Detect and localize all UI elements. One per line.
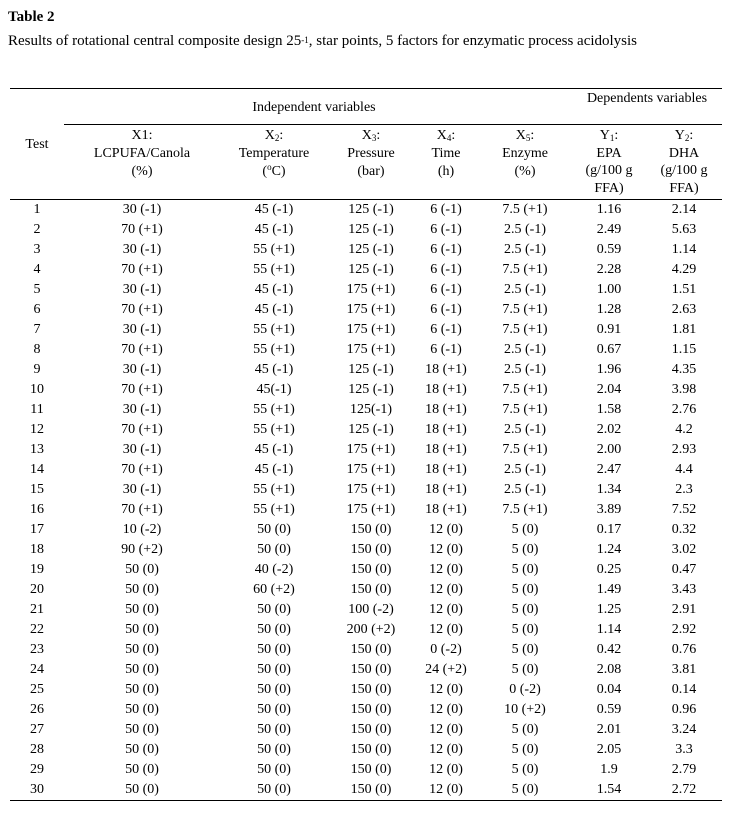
cell-x5-enzyme: 5 (0) — [511, 522, 539, 537]
cell-test: 24 — [30, 662, 44, 677]
cell-x2-temperature: 45 (-1) — [254, 302, 294, 317]
cell-test: 4 — [33, 262, 41, 277]
header-x4-unit: (h) — [437, 164, 455, 179]
cell-x2-temperature: 50 (0) — [257, 682, 291, 697]
header-y2-unit-line2: FFA) — [669, 180, 699, 196]
cell-test: 3 — [33, 242, 41, 257]
cell-x4-time: 18 (+1) — [425, 402, 467, 417]
cell-x1-lcpufa-canola: 50 (0) — [125, 562, 159, 577]
header-x1-symbol: X1: — [131, 128, 153, 143]
cell-y1-epa: 2.47 — [596, 462, 622, 477]
cell-y1-epa: 2.00 — [596, 442, 622, 457]
cell-x4-time: 18 (+1) — [425, 422, 467, 437]
cell-x5-enzyme: 5 (0) — [511, 722, 539, 737]
header-y2-colon: : — [689, 128, 694, 143]
header-y1-letter: Y — [599, 128, 610, 143]
cell-y1-epa: 1.49 — [596, 582, 622, 597]
cell-y1-epa: 1.16 — [596, 202, 622, 217]
cell-x2-temperature: 55 (+1) — [253, 402, 295, 417]
header-y2-letter: Y — [674, 128, 685, 143]
cell-x2-temperature: 50 (0) — [257, 722, 291, 737]
cell-x2-temperature: 55 (+1) — [253, 322, 295, 337]
cell-y2-dha: 0.14 — [671, 682, 697, 697]
caption-superscript: -1 — [301, 35, 309, 45]
cell-test: 2 — [33, 222, 41, 237]
cell-test: 28 — [30, 742, 44, 757]
cell-x1-lcpufa-canola: 70 (+1) — [121, 342, 163, 357]
cell-y2-dha: 3.3 — [675, 742, 693, 757]
cell-x5-enzyme: 7.5 (+1) — [502, 442, 548, 457]
cell-x2-temperature: 50 (0) — [257, 602, 291, 617]
cell-x5-enzyme: 7.5 (+1) — [502, 302, 548, 317]
cell-x4-time: 18 (+1) — [425, 362, 467, 377]
header-x5-letter: X — [515, 128, 526, 143]
cell-x2-temperature: 45 (-1) — [254, 462, 294, 477]
cell-y2-dha: 2.93 — [671, 442, 697, 457]
header-x2-unit-open: ( — [262, 164, 268, 179]
cell-x1-lcpufa-canola: 50 (0) — [125, 582, 159, 597]
cell-x1-lcpufa-canola: 50 (0) — [125, 722, 159, 737]
cell-x1-lcpufa-canola: 50 (0) — [125, 742, 159, 757]
cell-x1-lcpufa-canola: 50 (0) — [125, 602, 159, 617]
cell-x5-enzyme: 7.5 (+1) — [502, 262, 548, 277]
cell-x4-time: 12 (0) — [429, 682, 463, 697]
cell-x5-enzyme: 7.5 (+1) — [502, 502, 548, 517]
header-x4-colon: : — [451, 128, 456, 143]
cell-y2-dha: 2.91 — [671, 602, 697, 617]
cell-x5-enzyme: 2.5 (-1) — [504, 282, 546, 297]
cell-y1-epa: 0.59 — [596, 242, 622, 257]
cell-test: 6 — [33, 302, 41, 317]
cell-x2-temperature: 50 (0) — [257, 642, 291, 657]
cell-x2-temperature: 50 (0) — [257, 702, 291, 717]
cell-x1-lcpufa-canola: 50 (0) — [125, 622, 159, 637]
header-x3-subscript: 3 — [371, 133, 377, 143]
cell-y1-epa: 0.91 — [596, 322, 622, 337]
cell-x2-temperature: 45 (-1) — [254, 202, 294, 217]
cell-x4-time: 6 (-1) — [430, 302, 462, 317]
header-test: Test — [25, 137, 49, 152]
cell-x4-time: 12 (0) — [429, 542, 463, 557]
cell-x2-temperature: 50 (0) — [257, 662, 291, 677]
cell-x5-enzyme: 5 (0) — [511, 542, 539, 557]
cell-test: 29 — [30, 762, 44, 777]
cell-x4-time: 6 (-1) — [430, 342, 462, 357]
cell-x3-pressure: 150 (0) — [350, 662, 392, 677]
header-y1-unit-line1: (g/100 g — [585, 163, 633, 178]
cell-x1-lcpufa-canola: 50 (0) — [125, 682, 159, 697]
cell-x1-lcpufa-canola: 30 (-1) — [122, 202, 162, 217]
caption-text-end: , star points, 5 factors for enzymatic process acidolysis — [308, 33, 638, 49]
cell-x4-time: 12 (0) — [429, 562, 463, 577]
cell-x5-enzyme: 5 (0) — [511, 622, 539, 637]
cell-y1-epa: 1.25 — [596, 602, 622, 617]
cell-x1-lcpufa-canola: 70 (+1) — [121, 222, 163, 237]
cell-x3-pressure: 150 (0) — [350, 702, 392, 717]
cell-x3-pressure: 125 (-1) — [348, 382, 394, 397]
cell-x3-pressure: 175 (+1) — [346, 342, 396, 357]
cell-x1-lcpufa-canola: 50 (0) — [125, 702, 159, 717]
cell-x2-temperature: 50 (0) — [257, 782, 291, 797]
cell-y2-dha: 7.52 — [671, 502, 697, 517]
cell-x1-lcpufa-canola: 50 (0) — [125, 762, 159, 777]
cell-y2-dha: 0.96 — [671, 702, 697, 717]
cell-x3-pressure: 125 (-1) — [348, 222, 394, 237]
cell-x5-enzyme: 7.5 (+1) — [502, 402, 548, 417]
cell-x3-pressure: 100 (-2) — [348, 602, 394, 617]
cell-x3-pressure: 175 (+1) — [346, 282, 396, 297]
cell-y2-dha: 2.76 — [671, 402, 697, 417]
cell-x1-lcpufa-canola: 70 (+1) — [121, 382, 163, 397]
cell-x5-enzyme: 2.5 (-1) — [504, 422, 546, 437]
cell-x1-lcpufa-canola: 30 (-1) — [122, 362, 162, 377]
cell-test: 18 — [30, 542, 44, 557]
cell-test: 1 — [33, 202, 41, 217]
cell-x4-time: 6 (-1) — [430, 322, 462, 337]
cell-x5-enzyme: 10 (+2) — [504, 702, 546, 717]
cell-x2-temperature: 55 (+1) — [253, 482, 295, 497]
cell-y2-dha: 1.15 — [671, 342, 697, 357]
cell-y1-epa: 0.04 — [596, 682, 622, 697]
cell-x4-time: 18 (+1) — [425, 442, 467, 457]
cell-y2-dha: 5.63 — [671, 222, 697, 237]
cell-x5-enzyme: 2.5 (-1) — [504, 482, 546, 497]
cell-y2-dha: 0.32 — [671, 522, 697, 537]
cell-y2-dha: 3.24 — [671, 722, 697, 737]
cell-y1-epa: 0.25 — [596, 562, 622, 577]
cell-y2-dha: 2.63 — [671, 302, 697, 317]
header-x3-unit: (bar) — [357, 164, 385, 179]
cell-x2-temperature: 55 (+1) — [253, 242, 295, 257]
cell-test: 12 — [30, 422, 44, 437]
header-y2-name: DHA — [668, 145, 700, 161]
cell-x2-temperature: 55 (+1) — [253, 422, 295, 437]
cell-y1-epa: 2.08 — [596, 662, 622, 677]
cell-x3-pressure: 150 (0) — [350, 542, 392, 557]
cell-x3-pressure: 175 (+1) — [346, 322, 396, 337]
cell-y1-epa: 1.24 — [596, 542, 622, 557]
cell-y2-dha: 1.81 — [671, 322, 697, 337]
cell-x4-time: 6 (-1) — [430, 282, 462, 297]
cell-x2-temperature: 45(-1) — [256, 382, 292, 397]
header-x4-subscript: 4 — [446, 133, 452, 143]
cell-x5-enzyme: 5 (0) — [511, 602, 539, 617]
cell-x4-time: 12 (0) — [429, 702, 463, 717]
cell-test: 25 — [30, 682, 44, 697]
cell-x1-lcpufa-canola: 50 (0) — [125, 642, 159, 657]
cell-test: 5 — [33, 282, 41, 297]
cell-x5-enzyme: 5 (0) — [511, 762, 539, 777]
cell-test: 27 — [30, 722, 44, 737]
cell-y2-dha: 0.76 — [671, 642, 697, 657]
cell-x1-lcpufa-canola: 50 (0) — [125, 782, 159, 797]
cell-x4-time: 6 (-1) — [430, 222, 462, 237]
cell-test: 11 — [30, 402, 44, 417]
cell-x5-enzyme: 7.5 (+1) — [502, 382, 548, 397]
table-label: Table 2 — [8, 9, 55, 25]
cell-x5-enzyme: 2.5 (-1) — [504, 362, 546, 377]
cell-test: 22 — [30, 622, 44, 637]
cell-x5-enzyme: 7.5 (+1) — [502, 322, 548, 337]
cell-x2-temperature: 40 (-2) — [254, 562, 294, 577]
cell-x3-pressure: 150 (0) — [350, 682, 392, 697]
cell-x3-pressure: 125 (-1) — [348, 262, 394, 277]
cell-x4-time: 0 (-2) — [430, 642, 462, 657]
cell-x4-time: 12 (0) — [429, 782, 463, 797]
cell-x2-temperature: 50 (0) — [257, 762, 291, 777]
cell-x5-enzyme: 0 (-2) — [509, 682, 541, 697]
cell-x3-pressure: 175 (+1) — [346, 442, 396, 457]
header-y2-unit-line1: (g/100 g — [660, 163, 708, 178]
cell-x3-pressure: 175 (+1) — [346, 462, 396, 477]
header-x5-colon: : — [530, 128, 535, 143]
cell-y1-epa: 2.01 — [596, 722, 622, 737]
cell-y2-dha: 2.14 — [671, 202, 697, 217]
cell-test: 21 — [30, 602, 44, 617]
cell-x4-time: 12 (0) — [429, 582, 463, 597]
header-x2-letter: X — [264, 128, 275, 143]
cell-x3-pressure: 150 (0) — [350, 562, 392, 577]
cell-y2-dha: 4.29 — [671, 262, 697, 277]
cell-x1-lcpufa-canola: 30 (-1) — [122, 282, 162, 297]
cell-x1-lcpufa-canola: 30 (-1) — [122, 322, 162, 337]
header-x2-degree: o — [267, 162, 272, 172]
header-x2-subscript: 2 — [274, 133, 280, 143]
cell-x3-pressure: 150 (0) — [350, 742, 392, 757]
cell-x3-pressure: 150 (0) — [350, 782, 392, 797]
header-x4-name: Time — [431, 146, 461, 161]
cell-x3-pressure: 150 (0) — [350, 582, 392, 597]
cell-x4-time: 12 (0) — [429, 522, 463, 537]
cell-x2-temperature: 55 (+1) — [253, 502, 295, 517]
header-x5-subscript: 5 — [525, 133, 531, 143]
cell-y2-dha: 3.43 — [671, 582, 697, 597]
cell-x5-enzyme: 2.5 (-1) — [504, 222, 546, 237]
cell-y1-epa: 1.00 — [596, 282, 622, 297]
cell-x2-temperature: 55 (+1) — [253, 262, 295, 277]
cell-y2-dha: 0.47 — [671, 562, 697, 577]
cell-x1-lcpufa-canola: 90 (+2) — [121, 542, 163, 557]
cell-x1-lcpufa-canola: 70 (+1) — [121, 462, 163, 477]
header-y2-subscript: 2 — [684, 133, 690, 143]
header-x2-name: Temperature — [238, 146, 310, 161]
cell-x4-time: 24 (+2) — [425, 662, 467, 677]
header-x2-colon: : — [279, 128, 284, 143]
cell-x3-pressure: 175 (+1) — [346, 302, 396, 317]
cell-y1-epa: 0.67 — [596, 342, 622, 357]
header-y1-subscript: 1 — [609, 133, 615, 143]
cell-x3-pressure: 150 (0) — [350, 642, 392, 657]
cell-x2-temperature: 45 (-1) — [254, 362, 294, 377]
cell-x2-temperature: 45 (-1) — [254, 282, 294, 297]
cell-test: 19 — [30, 562, 44, 577]
cell-x3-pressure: 150 (0) — [350, 522, 392, 537]
header-x2-unit-close: C) — [271, 164, 286, 179]
cell-test: 7 — [33, 322, 41, 337]
header-x1-unit: (%) — [131, 164, 153, 179]
cell-x2-temperature: 55 (+1) — [253, 342, 295, 357]
cell-x1-lcpufa-canola: 30 (-1) — [122, 242, 162, 257]
cell-y1-epa: 1.54 — [596, 782, 622, 797]
cell-y1-epa: 2.49 — [596, 222, 622, 237]
cell-test: 13 — [30, 442, 44, 457]
cell-x2-temperature: 45 (-1) — [254, 442, 294, 457]
cell-x4-time: 12 (0) — [429, 622, 463, 637]
cell-test: 8 — [33, 342, 41, 357]
cell-y2-dha: 4.4 — [675, 462, 693, 477]
cell-x1-lcpufa-canola: 30 (-1) — [122, 442, 162, 457]
cell-x5-enzyme: 5 (0) — [511, 782, 539, 797]
header-x1-name: LCPUFA/Canola — [93, 146, 191, 161]
cell-y2-dha: 3.81 — [671, 662, 697, 677]
cell-x5-enzyme: 2.5 (-1) — [504, 242, 546, 257]
header-independent-variables: Independent variables — [252, 100, 376, 115]
cell-x3-pressure: 125(-1) — [350, 402, 392, 417]
cell-x1-lcpufa-canola: 70 (+1) — [121, 262, 163, 277]
cell-y2-dha: 3.98 — [671, 382, 697, 397]
cell-test: 14 — [30, 462, 44, 477]
cell-y1-epa: 3.89 — [596, 502, 622, 517]
cell-x3-pressure: 175 (+1) — [346, 502, 396, 517]
cell-x4-time: 12 (0) — [429, 742, 463, 757]
cell-x5-enzyme: 5 (0) — [511, 662, 539, 677]
cell-y1-epa: 1.96 — [596, 362, 622, 377]
cell-x4-time: 18 (+1) — [425, 382, 467, 397]
header-y1-colon: : — [614, 128, 619, 143]
cell-x4-time: 12 (0) — [429, 762, 463, 777]
cell-y1-epa: 2.04 — [596, 382, 622, 397]
cell-y2-dha: 4.2 — [675, 422, 693, 437]
cell-x2-temperature: 50 (0) — [257, 522, 291, 537]
cell-x4-time: 6 (-1) — [430, 202, 462, 217]
cell-x4-time: 18 (+1) — [425, 462, 467, 477]
caption-text-start: Results of rotational central composite design 25 — [8, 33, 302, 49]
header-x3-name: Pressure — [347, 146, 395, 161]
cell-x2-temperature: 50 (0) — [257, 622, 291, 637]
cell-y2-dha: 3.02 — [671, 542, 697, 557]
header-x5-unit: (%) — [514, 164, 536, 179]
cell-x2-temperature: 50 (0) — [257, 542, 291, 557]
cell-x2-temperature: 50 (0) — [257, 742, 291, 757]
header-x5-name: Enzyme — [502, 146, 548, 161]
cell-y2-dha: 1.51 — [671, 282, 697, 297]
cell-y1-epa: 2.28 — [596, 262, 622, 277]
cell-y1-epa: 0.17 — [596, 522, 622, 537]
cell-y1-epa: 0.59 — [596, 702, 622, 717]
cell-x2-temperature: 45 (-1) — [254, 222, 294, 237]
cell-x4-time: 12 (0) — [429, 602, 463, 617]
cell-x5-enzyme: 5 (0) — [511, 582, 539, 597]
cell-x1-lcpufa-canola: 50 (0) — [125, 662, 159, 677]
cell-y1-epa: 1.28 — [596, 302, 622, 317]
cell-x1-lcpufa-canola: 70 (+1) — [121, 502, 163, 517]
cell-y2-dha: 2.79 — [671, 762, 697, 777]
cell-x5-enzyme: 5 (0) — [511, 562, 539, 577]
cell-test: 20 — [30, 582, 44, 597]
cell-x4-time: 18 (+1) — [425, 482, 467, 497]
cell-x5-enzyme: 2.5 (-1) — [504, 342, 546, 357]
cell-y1-epa: 2.05 — [596, 742, 622, 757]
cell-x3-pressure: 125 (-1) — [348, 202, 394, 217]
cell-y1-epa: 1.14 — [596, 622, 622, 637]
cell-x3-pressure: 125 (-1) — [348, 422, 394, 437]
cell-x3-pressure: 125 (-1) — [348, 362, 394, 377]
cell-test: 15 — [30, 482, 44, 497]
header-y1-unit-line2: FFA) — [594, 180, 624, 196]
cell-test: 23 — [30, 642, 44, 657]
cell-x1-lcpufa-canola: 10 (-2) — [122, 522, 162, 537]
cell-y1-epa: 2.02 — [596, 422, 622, 437]
cell-test: 9 — [33, 362, 41, 377]
header-x3-colon: : — [376, 128, 381, 143]
header-y1-name: EPA — [596, 145, 622, 161]
cell-y2-dha: 2.92 — [671, 622, 697, 637]
cell-x1-lcpufa-canola: 30 (-1) — [122, 482, 162, 497]
cell-y2-dha: 1.14 — [671, 242, 697, 257]
cell-y1-epa: 1.58 — [596, 402, 622, 417]
cell-x1-lcpufa-canola: 30 (-1) — [122, 402, 162, 417]
header-x4-letter: X — [436, 128, 447, 143]
header-x3-letter: X — [361, 128, 372, 143]
cell-x2-temperature: 60 (+2) — [253, 582, 295, 597]
cell-x5-enzyme: 5 (0) — [511, 642, 539, 657]
cell-x4-time: 6 (-1) — [430, 242, 462, 257]
cell-x1-lcpufa-canola: 70 (+1) — [121, 422, 163, 437]
cell-test: 10 — [30, 382, 44, 397]
cell-x3-pressure: 150 (0) — [350, 722, 392, 737]
cell-x4-time: 6 (-1) — [430, 262, 462, 277]
cell-x3-pressure: 125 (-1) — [348, 242, 394, 257]
cell-test: 17 — [30, 522, 44, 537]
cell-x3-pressure: 150 (0) — [350, 762, 392, 777]
cell-y1-epa: 0.42 — [596, 642, 622, 657]
cell-x4-time: 12 (0) — [429, 722, 463, 737]
cell-y1-epa: 1.9 — [600, 762, 618, 777]
cell-test: 16 — [30, 502, 44, 517]
cell-x5-enzyme: 7.5 (+1) — [502, 202, 548, 217]
cell-x4-time: 18 (+1) — [425, 502, 467, 517]
cell-test: 26 — [30, 702, 44, 717]
cell-x3-pressure: 200 (+2) — [346, 622, 396, 637]
cell-x5-enzyme: 2.5 (-1) — [504, 462, 546, 477]
header-dependent-variables: Dependents variables — [586, 91, 708, 106]
cell-y2-dha: 4.35 — [671, 362, 697, 377]
cell-x5-enzyme: 5 (0) — [511, 742, 539, 757]
cell-y2-dha: 2.72 — [671, 782, 697, 797]
cell-y1-epa: 1.34 — [596, 482, 622, 497]
cell-x1-lcpufa-canola: 70 (+1) — [121, 302, 163, 317]
cell-test: 30 — [30, 782, 44, 797]
cell-y2-dha: 2.3 — [675, 482, 693, 497]
cell-x3-pressure: 175 (+1) — [346, 482, 396, 497]
